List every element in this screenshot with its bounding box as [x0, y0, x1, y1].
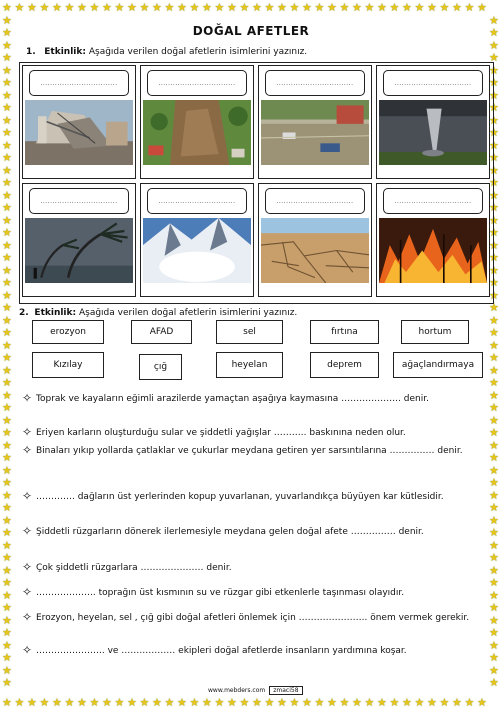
star-icon: ★: [439, 696, 450, 709]
page-title: DOĞAL AFETLER: [192, 24, 310, 38]
star-icon: ★: [352, 1, 362, 14]
star-icon: ★: [2, 463, 12, 477]
star-icon: ★: [489, 313, 499, 327]
star-icon: ★: [489, 388, 499, 402]
diamond-icon: ✧: [22, 560, 33, 574]
star-icon: ★: [2, 226, 12, 239]
star-icon: ★: [202, 696, 212, 709]
star-icon: ★: [289, 1, 300, 14]
star-icon: ★: [489, 288, 499, 302]
star-icon: ★: [252, 1, 262, 14]
star-icon: ★: [314, 1, 325, 14]
star-icon: ★: [489, 376, 499, 389]
word-card[interactable]: ağaçlandırmaya: [393, 352, 483, 378]
star-icon: ★: [489, 563, 499, 577]
star-icon: ★: [2, 576, 12, 589]
star-icon: ★: [452, 696, 462, 709]
diamond-icon: ✧: [22, 524, 33, 538]
star-icon: ★: [477, 696, 487, 709]
star-icon: ★: [2, 676, 12, 689]
question-3: ✧ Binaları yıkıp yollarda çatlaklar ve çukurlar meydana getiren yer sarsıntılarına …………… denir.: [22, 443, 463, 457]
star-icon: ★: [489, 438, 499, 452]
star-icon: ★: [327, 696, 337, 709]
landslide-image: [143, 100, 251, 165]
star-icon: ★: [2, 338, 12, 352]
star-icon: ★: [339, 696, 350, 709]
star-icon: ★: [489, 363, 499, 377]
star-icon: ★: [389, 696, 400, 709]
star-icon: ★: [89, 696, 100, 709]
word-card[interactable]: AFAD: [131, 320, 192, 344]
star-icon: ★: [364, 1, 375, 14]
star-icon: ★: [2, 13, 12, 27]
star-icon: ★: [2, 151, 12, 164]
star-icon: ★: [489, 238, 499, 252]
star-icon: ★: [2, 601, 12, 614]
star-icon: ★: [177, 1, 187, 14]
star-icon: ★: [489, 601, 499, 614]
grid-cell: [140, 65, 254, 179]
star-icon: ★: [2, 613, 12, 627]
star-icon: ★: [2, 638, 12, 652]
diamond-icon: ✧: [22, 443, 33, 457]
grid-cell: [376, 65, 490, 179]
star-icon: ★: [489, 526, 499, 539]
worksheet: [18, 16, 484, 696]
star-icon: ★: [139, 696, 150, 709]
activity-2-instruction: 2. Etkinlik: Aşağıda verilen doğal afetlerin isimlerini yazınız.: [19, 308, 298, 318]
star-icon: ★: [289, 696, 300, 709]
question-9: ✧ ………………….. ve ……………… ekipleri doğal afetlerde insanların yardımına koşar.: [22, 643, 407, 657]
star-icon: ★: [489, 488, 499, 502]
star-icon: ★: [2, 176, 12, 189]
star-icon: ★: [489, 476, 499, 489]
star-icon: ★: [114, 696, 125, 709]
star-icon: ★: [389, 1, 400, 14]
star-icon: ★: [202, 1, 212, 14]
star-icon: ★: [402, 696, 412, 709]
star-icon: ★: [252, 696, 262, 709]
answer-box[interactable]: ................................: [147, 188, 247, 214]
star-icon: ★: [2, 101, 12, 114]
star-icon: ★: [489, 301, 499, 314]
star-icon: ★: [402, 1, 412, 14]
star-icon: ★: [177, 696, 187, 709]
forest-fire-image: [379, 218, 487, 283]
star-icon: ★: [2, 76, 12, 89]
star-icon: ★: [489, 88, 499, 102]
star-icon: ★: [214, 696, 225, 709]
star-icon: ★: [164, 696, 175, 709]
diamond-icon: ✧: [22, 643, 33, 657]
star-icon: ★: [489, 76, 499, 89]
star-icon: ★: [302, 1, 312, 14]
drought-image: [261, 218, 369, 283]
star-icon: ★: [377, 1, 387, 14]
star-icon: ★: [489, 226, 499, 239]
star-icon: ★: [489, 163, 499, 177]
star-icon: ★: [2, 263, 12, 277]
star-icon: ★: [489, 213, 499, 227]
avalanche-image: [143, 218, 251, 283]
footer: [208, 686, 303, 695]
star-icon: ★: [2, 38, 12, 52]
answer-box[interactable]: ................................: [147, 70, 247, 96]
star-icon: ★: [452, 1, 462, 14]
star-icon: ★: [102, 696, 112, 709]
image-grid: [19, 62, 494, 304]
star-icon: ★: [2, 588, 12, 602]
word-card[interactable]: Kızılay: [32, 352, 104, 378]
star-icon: ★: [489, 151, 499, 164]
star-icon: ★: [64, 1, 75, 14]
star-icon: ★: [2, 413, 12, 427]
answer-box[interactable]: ................................: [29, 188, 129, 214]
star-icon: ★: [427, 1, 437, 14]
question-6: ✧ Çok şiddetli rüzgarlara ………………… denir.: [22, 560, 232, 574]
word-card[interactable]: sel: [216, 320, 283, 344]
star-icon: ★: [2, 213, 12, 227]
diamond-icon: ✧: [22, 610, 33, 624]
star-icon: ★: [2, 276, 12, 289]
star-icon: ★: [152, 1, 162, 14]
grid-cell: [22, 183, 136, 297]
star-icon: ★: [489, 138, 499, 152]
star-icon: ★: [489, 651, 499, 664]
star-icon: ★: [327, 1, 337, 14]
star-icon: ★: [2, 626, 12, 639]
star-icon: ★: [489, 338, 499, 352]
diamond-icon: ✧: [22, 585, 33, 599]
star-icon: ★: [227, 696, 237, 709]
star-icon: ★: [489, 276, 499, 289]
star-icon: ★: [27, 1, 37, 14]
star-icon: ★: [302, 696, 312, 709]
star-icon: ★: [414, 1, 425, 14]
star-icon: ★: [152, 696, 162, 709]
star-icon: ★: [2, 501, 12, 514]
star-icon: ★: [489, 401, 499, 414]
star-icon: ★: [39, 696, 50, 709]
star-icon: ★: [464, 696, 475, 709]
star-icon: ★: [2, 301, 12, 314]
star-icon: ★: [14, 696, 25, 709]
star-icon: ★: [89, 1, 100, 14]
star-icon: ★: [127, 696, 137, 709]
star-icon: ★: [2, 696, 12, 709]
star-icon: ★: [2, 326, 12, 339]
diamond-icon: ✧: [22, 425, 33, 439]
star-icon: ★: [489, 501, 499, 514]
grid-cell: [258, 183, 372, 297]
star-icon: ★: [189, 1, 200, 14]
star-icon: ★: [164, 1, 175, 14]
word-card[interactable]: çığ: [139, 354, 182, 380]
storm-image: [25, 218, 133, 283]
star-icon: ★: [489, 613, 499, 627]
star-icon: ★: [77, 696, 87, 709]
star-icon: ★: [2, 513, 12, 527]
star-icon: ★: [2, 26, 12, 39]
star-icon: ★: [339, 1, 350, 14]
diamond-icon: ✧: [22, 391, 33, 405]
star-icon: ★: [39, 1, 50, 14]
star-icon: ★: [489, 63, 499, 77]
star-icon: ★: [489, 676, 499, 689]
flood-image: [261, 100, 369, 165]
star-icon: ★: [352, 696, 362, 709]
star-icon: ★: [127, 1, 137, 14]
star-icon: ★: [2, 251, 12, 264]
star-icon: ★: [2, 363, 12, 377]
star-icon: ★: [2, 126, 12, 139]
star-icon: ★: [364, 696, 375, 709]
star-icon: ★: [489, 113, 499, 127]
star-icon: ★: [2, 488, 12, 502]
question-7: ✧ ……………….. toprağın üst kısmının su ve rüzgar gibi etkenlerle taşınması olayıdır.: [22, 585, 405, 599]
question-8: ✧ Erozyon, heyelan, sel , çığ gibi doğal afetleri önlemek için ………………….. önem vermek gerekir.: [22, 610, 470, 624]
star-icon: ★: [489, 201, 499, 214]
star-icon: ★: [489, 251, 499, 264]
star-icon: ★: [2, 288, 12, 302]
word-card[interactable]: erozyon: [32, 320, 104, 344]
star-icon: ★: [427, 696, 437, 709]
star-icon: ★: [489, 126, 499, 139]
star-icon: ★: [2, 438, 12, 452]
star-icon: ★: [489, 588, 499, 602]
star-icon: ★: [2, 563, 12, 577]
answer-box[interactable]: ................................: [265, 70, 365, 96]
word-card[interactable]: deprem: [310, 352, 379, 378]
star-icon: ★: [2, 526, 12, 539]
star-icon: ★: [264, 696, 275, 709]
word-card[interactable]: fırtına: [310, 320, 379, 344]
star-icon: ★: [2, 1, 12, 14]
footer-site: www.mebders.com: [208, 687, 266, 694]
star-icon: ★: [2, 451, 12, 464]
star-icon: ★: [114, 1, 125, 14]
star-icon: ★: [2, 376, 12, 389]
star-icon: ★: [489, 538, 499, 552]
star-icon: ★: [489, 638, 499, 652]
star-icon: ★: [2, 138, 12, 152]
star-icon: ★: [489, 351, 499, 364]
star-icon: ★: [277, 1, 287, 14]
star-icon: ★: [2, 476, 12, 489]
star-icon: ★: [227, 1, 237, 14]
star-icon: ★: [377, 696, 387, 709]
star-icon: ★: [2, 63, 12, 77]
star-icon: ★: [2, 201, 12, 214]
star-icon: ★: [414, 696, 425, 709]
question-2: ✧ Eriyen karların oluşturduğu sular ve şiddetli yağışlar ……….. baskınına neden olur.: [22, 425, 406, 439]
star-icon: ★: [489, 426, 499, 439]
star-icon: ★: [2, 651, 12, 664]
star-icon: ★: [2, 351, 12, 364]
grid-cell: [258, 65, 372, 179]
star-icon: ★: [489, 413, 499, 427]
star-icon: ★: [2, 551, 12, 564]
star-icon: ★: [489, 101, 499, 114]
star-icon: ★: [2, 88, 12, 102]
star-icon: ★: [64, 696, 75, 709]
star-icon: ★: [2, 163, 12, 177]
star-icon: ★: [2, 238, 12, 252]
star-icon: ★: [489, 26, 499, 39]
star-icon: ★: [14, 1, 25, 14]
star-icon: ★: [2, 313, 12, 327]
star-icon: ★: [214, 1, 225, 14]
star-icon: ★: [189, 696, 200, 709]
star-icon: ★: [77, 1, 87, 14]
star-icon: ★: [2, 188, 12, 202]
star-icon: ★: [489, 576, 499, 589]
star-icon: ★: [314, 696, 325, 709]
star-icon: ★: [2, 51, 12, 64]
star-icon: ★: [2, 401, 12, 414]
question-4: ✧ …………. dağların üst yerlerinden kopup yuvarlanan, yuvarlandıkça büyüyen kar kütlesidir.: [22, 489, 444, 503]
word-card[interactable]: hortum: [401, 320, 469, 344]
star-icon: ★: [2, 663, 12, 677]
star-icon: ★: [477, 1, 487, 14]
star-icon: ★: [489, 663, 499, 677]
star-icon: ★: [489, 13, 499, 27]
grid-cell: [140, 183, 254, 297]
star-icon: ★: [277, 696, 287, 709]
star-icon: ★: [489, 263, 499, 277]
star-icon: ★: [139, 1, 150, 14]
star-icon: ★: [464, 1, 475, 14]
star-icon: ★: [2, 388, 12, 402]
star-icon: ★: [264, 1, 275, 14]
star-icon: ★: [2, 426, 12, 439]
star-icon: ★: [439, 1, 450, 14]
star-icon: ★: [489, 326, 499, 339]
star-icon: ★: [489, 513, 499, 527]
star-icon: ★: [489, 188, 499, 202]
star-icon: ★: [2, 113, 12, 127]
star-icon: ★: [489, 626, 499, 639]
footer-tag: zmaci58: [269, 686, 302, 695]
answer-box[interactable]: ................................: [383, 70, 483, 96]
answer-box[interactable]: ................................: [29, 70, 129, 96]
word-card[interactable]: heyelan: [216, 352, 283, 378]
star-icon: ★: [102, 1, 112, 14]
star-icon: ★: [489, 463, 499, 477]
grid-cell: [22, 65, 136, 179]
question-1: ✧ Toprak ve kayaların eğimli arazilerde yamaçtan aşağıya kaymasına ……………….. denir.: [22, 391, 429, 405]
question-5: ✧ Şiddetli rüzgarların dönerek ilerlemesiyle meydana gelen doğal afete …………… denir.: [22, 524, 424, 538]
star-icon: ★: [489, 38, 499, 52]
grid-cell: [376, 183, 490, 297]
star-icon: ★: [2, 538, 12, 552]
answer-box[interactable]: ................................: [383, 188, 483, 214]
answer-box[interactable]: ................................: [265, 188, 365, 214]
star-icon: ★: [489, 176, 499, 189]
earthquake-image: [25, 100, 133, 165]
star-icon: ★: [489, 451, 499, 464]
star-icon: ★: [52, 696, 62, 709]
star-icon: ★: [239, 696, 250, 709]
star-icon: ★: [52, 1, 62, 14]
star-icon: ★: [489, 51, 499, 64]
diamond-icon: ✧: [22, 489, 33, 503]
tornado-image: [379, 100, 487, 165]
star-icon: ★: [27, 696, 37, 709]
star-icon: ★: [239, 1, 250, 14]
star-icon: ★: [489, 551, 499, 564]
activity-1-instruction: 1. Etkinlik: Aşağıda verilen doğal afetlerin isimlerini yazınız.: [26, 47, 308, 57]
